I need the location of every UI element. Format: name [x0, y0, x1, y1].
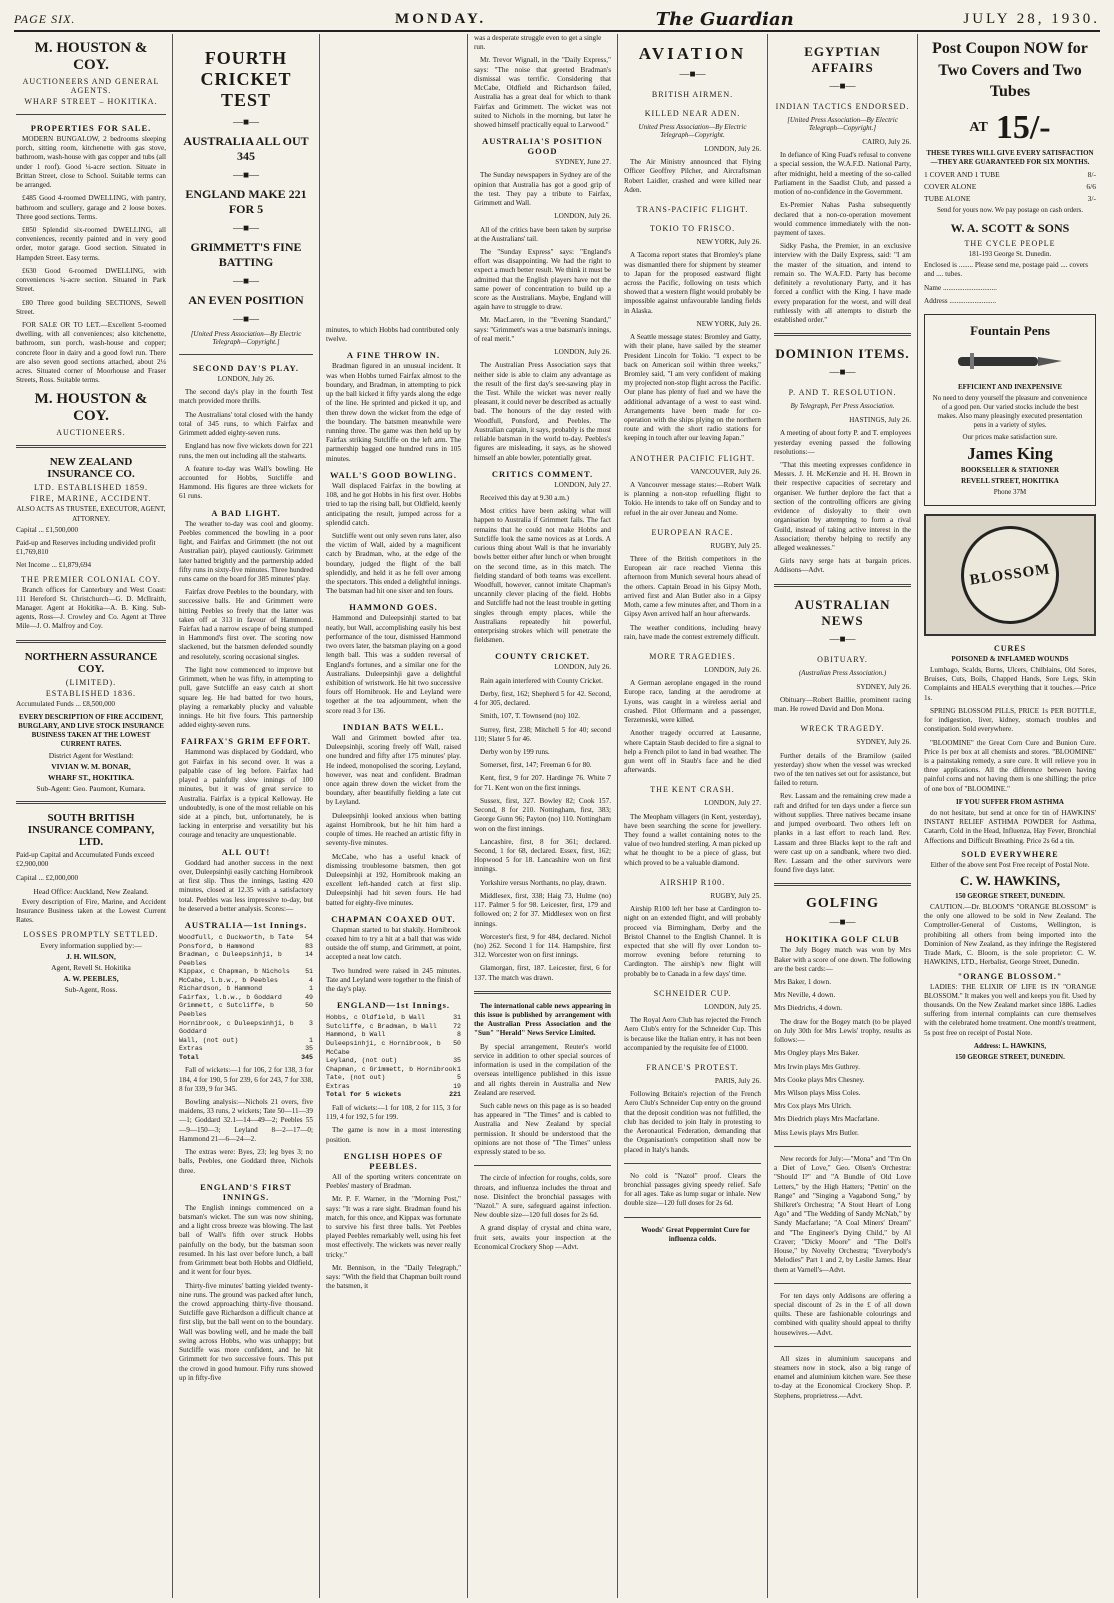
article-paragraph: "That this meeting expresses confidence in Messrs. J. H. McKenzie and H. H. Brown in their respective capacities of secretary and organiser. We further deplore the fact that a section of the controlling officers are giving evidence of disloyalty to their own organisation by attempting to form a rival Guild, instead of taking active interest in the Association; thereby helping to rectify any alleged weaknesses."	[774, 461, 911, 552]
section-title: COUNTY CRICKET.	[495, 651, 590, 662]
cricket-credit: [United Press Association—By Electric Telegraph—Copyright.]	[190, 330, 302, 346]
article-paragraph: Glamorgan, first, 187. Leicester, first, 6 for 137. The match was drawn.	[474, 964, 611, 982]
section-title: HAMMOND GOES.	[349, 602, 438, 613]
ad-na-agent: VIVIAN W. M. BONAR,	[51, 762, 131, 772]
article-paragraph: The Meopham villagers (in Kent, yesterday), have been searching the scene for jewellery. They found a wallet containing notes to the value of two hundred sterling. A man picked up what he thought to be a piece of glass, but which proved to be a valuable diamond.	[624, 812, 761, 867]
ad-nzi-reserves: Paid-up and Reserves including undivided profit £1,769,810	[16, 538, 156, 557]
article-paragraph: was a desperate struggle even to get a single run.	[474, 34, 602, 52]
article-paragraph: The "Sunday Express" says: "England's effort was disappointing. We had the right to expect a much better result. We think it must be admitted that the English players have not the same power of concentration to build up a score as the Australians. Maybe, England will again have to struggle to draw.	[474, 247, 612, 312]
masthead-day: MONDAY.	[395, 10, 487, 27]
article-paragraph: A feature to-day was Wall's bowling. He accounted for Hobbs, Sutcliffe and Hammond. His figures are three wickets for 61 runs.	[179, 464, 313, 501]
score-row: Sutcliffe, c Bradman, b Wall 72	[326, 1022, 461, 1030]
ad-sbi-losses: LOSSES PROMPTLY SETTLED.	[23, 929, 159, 939]
dateline: SYDNEY, July 26.	[856, 682, 911, 691]
score-row: Hammond, b Wall 8	[326, 1031, 461, 1039]
cable-notice: The international cable news appearing in this issue is published by arrangement with the Australian Press Association and the "Sun" "Herald" News Service Limited.	[474, 1001, 611, 1038]
ad-houston-sub: AUCTIONEERS AND GENERAL AGENTS.	[22, 77, 160, 95]
ad-na-addr: WHARF ST., HOKITIKA.	[47, 773, 135, 783]
article-paragraph: A meeting of about forty P. and T. employees yesterday evening passed the following resolutions:—	[774, 429, 911, 456]
masthead-paper: The Guardian	[655, 8, 794, 30]
score-row: Kippax, c Chapman, b Nichols 51	[179, 968, 313, 976]
article-paragraph: A Vancouver message states:—Robert Walk is planning a non-stop refuelling flight to Tokio. He intends to take off on Sunday and to refuel in the air over Juneau and Nome.	[624, 480, 761, 517]
article-paragraph: Worcester's first, 9 for 484, declared. Nichol (no) 262. Second 1 for 114. Hampshire, first 312. Worcester won on first innings.	[474, 932, 611, 960]
credit: (Australian Press Association.)	[798, 668, 887, 677]
section-title: WRECK TRAGEDY.	[800, 724, 885, 734]
score-row: Chapman, c Grimmett, b Hornibrook 1	[326, 1065, 461, 1073]
ad-na-funds: Accumulated Funds ... £8,500,000	[16, 699, 116, 708]
article-paragraph: Hammond was displaced by Goddard, who got Fairfax in his second over. It was a palpable case of leg before. Fairfax had played a painfully slow innings of 100 minutes, but it was of great service to Australia. Fairfax is a typical Kelloway. He undoubtedly, is one of the most reliable on his side at a pinch, but, unfortunately, he is lacking in enterprise and versatility but his courage and tenacity are unquestionable.	[179, 748, 313, 840]
column-4	[468, 34, 618, 1598]
pen-firm: James King	[967, 443, 1053, 463]
article-paragraph: The second day's play in the fourth Test match provided more thrills.	[179, 388, 313, 406]
article-paragraph: All of the critics have been taken by surprise at the Australians' tail.	[474, 225, 611, 243]
ladies-text: LADIES: THE ELIXIR OF LIFE IS IN "ORANGE BLOSSOM." It makes you well and keeps you fit. Used by thousands. On the New Zealand market since 1886. Ladies suffering from internal complaints can cure themselves with the celebrated home treatment. One month's treatment, 5s post free on receipt of Postal Note.	[924, 982, 1096, 1037]
ad-nzi-income: Net Income ... £1,879,694	[16, 561, 92, 570]
section-title: ENGLISH HOPES OF PEEBLES.	[343, 1150, 444, 1171]
ad-sbi-cap: Paid-up Capital and Accumulated Funds exceed £2,900,000	[16, 851, 154, 869]
australian-news-title: AUSTRALIAN NEWS	[794, 596, 891, 628]
article-paragraph: Sutcliffe went out only seven runs later, also the victim of Wall, aided by a magnificent catch by Bradman, who, at the edge of the boundary, judged the flight of the ball splendidly, and held it as he fell over among the spectators. This ended a delightful innings. The batsman had hit one sixer and ten fours.	[326, 531, 461, 596]
score-row: Bradman, c Duleepsinhji, b Peebles 14	[179, 951, 313, 967]
article-paragraph: Fairfax drove Peebles to the boundary, with successive balls. He and Grimmett were hitting Peebles so freely that the latter was taken off at 313 in favour of Hammond. Fairfax had a narrow escape of being stumped in Hammond's first over. The scoring now slackened, but the batsmen defended soundly and resolutely, scoring occasional singles.	[179, 588, 313, 661]
eng-scorecard	[326, 1014, 461, 1100]
cures-text: Lumbago, Scalds, Burns, Ulcers, Chilblains, Old Sores, Bruises, Cuts, Boils, Chapped Hands, Sore Legs, Skin Complaints and HEALS everything that it touches.—Price 1s.	[924, 665, 1096, 702]
article-paragraph: Somerset, first, 147; Freeman 6 for 80.	[480, 761, 592, 770]
dateline: SYDNEY, June 27.	[555, 158, 611, 167]
pen-text: No need to deny yourself the pleasure and convenience of a good pen. Our varied stocks include the best makes. Also many pleasingly executed presentation pens in a variety of styles.	[932, 394, 1088, 430]
column-1	[10, 34, 173, 1598]
score-row: Wall, (not out) 1	[179, 1036, 313, 1044]
article-paragraph: Mr. MacLaren, in the "Evening Standard," says: "Grimmett's was a true batsman's innings, of real merit."	[474, 316, 611, 343]
article-paragraph: The Australian Press Association says that neither side is able to claim any advantage as the result of the first day's see-sawing play in the Test. While the wicket was never really pleasant, it could never be described as actually bad. The honours of the day rested with Woodfull, Ponsford, and Peebles. The Australian captain, it says, probably is the most reliable batsman in the world to-day. Peebles's figures are misleading, it says, as he showed himself an able bowler, potentially great.	[474, 361, 611, 462]
article-paragraph: Most critics have been asking what will happen to Australia if Grimmett fails. The fact remains that he could not make Hobbs and Sutcliffe look the same novices as at Lords. A curious thing about Wall is that he invariably bowls better either after lunch or when brought on the second time, as in this match. The fielding standard of both teams was excellent. Woodfull, however, cannot imitate Chapman's uncannily clever placing of the field. Hobbs and Sutcliffe had not the least trouble in getting singles through empty places, while the Australians repeatedly hit powerful, enterprising strokes which will penetrate the fieldsmen.	[474, 507, 611, 645]
article-paragraph: Mr. Bennison, in the "Daily Telegraph," says: "With the field that Chapman built round the batsmen, it	[326, 1263, 461, 1291]
aus-scorecard	[179, 934, 313, 1062]
article-paragraph: Two hundred were raised in 245 minutes. Tate and Leyland were together to the finish of the day's play.	[326, 966, 461, 994]
column-5: AVIATION —■— BRITISH AIRMEN. KILLED NEAR ADEN. United Press Association—By Electric Telegraph—Copyright. LONDON, July 26. The Air Ministry announced that Flying Officer Geoffrey Pilcher, and Aircraftsman Robert Laidler, crashed and were killed near Aden. TRANS-PACIFIC FLIGHT. TOKIO TO FRISCO. NEW YORK, July 26. A Tacoma report states that Bromley's plane was dismantled there for shipment by steamer to Japan for the proposed eastward flight across the Pacific, following on tests which showed that a western flight would probably be impossible against unfavourable landing fields in Alaska. NEW YORK, July 26. A Seattle message states: Bromley and Gatty, with their plane, have sailed by the steamer President Lincoln for Tokio. "I expect to be back on American soil within three weeks," Bromley said, "I am very confident of making my projected non-stop flight across the Pacific. Our plane has plenty of fuel and we have the additional advantage of a west to east wind. Arrangements have been made for co-operation with the ships plying on the northern route and with the short radio stations for keeping in touch after our leaving Japan." ANOTHER PACIFIC FLIGHT. VANCOUVER, July 26. A Vancouver message states:—Robert Walk is planning a non-stop refuelling flight to Tokio. He intends to take off on Sunday and to refuel in the air over Juneau and Nome. EUROPEAN RACE. RUGBY, July 25. Three of the British competitors in the European air race reached Vienna this afternoon from Munich several hours ahead of the others. Captain Broad in his Gipsy Moth, arrived first and Alan Butler also in a Gipsy Moth, came a few minutes after, and Thorn in a Gipsy Aven arrived half an hour afterwards. The weather conditions, including heavy rain, have made the contest extremely difficult. MORE TRAGEDIES. LONDON, July 26. A German aeroplane engaged in the round Europe race, landing at the aerodrome at Lyons, was caught in a wireless aerial and crashed. Pilot Offermann and a passenger, Terzemeski, were killed. Another tragedy occurred at Lausanne, where Captain Staub decided to fire a signal to help a French pilot to land in bad weather. The gun went off in Staub's face and he died afterwards. THE KENT CRASH. LONDON, July 27. The Meopham villagers (in Kent, yesterday), have been searching the scene for jewellery. They found a wallet containing notes to the value of two hundred sterling. A man picked up what he thought to be a piece of glass, but which proved to be a valuable diamond. AIRSHIP R100. RUGBY, July 25. Airship R100 left her base at Cardington to-night on an extended flight, and will probably proceed via Birmingham, Derby and the Bristol Channel to the English Channel. It is expected that she will fly over London to-morrow evening before returning to Cardington. The airship's new flight will probably be to Canada in a few days' time. SCHNEIDER CUP. LONDON, July 25. The Royal Aero Club has rejected the French Aero Club's entry for the Schneider Cup. This is because like the Italian entry, it has not been accompanied by the requisite fee of £1000. FRANCE'S PROTEST. PARIS, July 26. Following Britain's rejection of the French Aero Club's Schneider Cup entry on the ground that the deposit condition was not fulfilled, the club has decided to join Italy in protesting to the Aeronautical Federation, demanding that the Organisation's competition shall now be placed in Italy's hands. No cold is "Nazol" proof. Clears the bronchial passages giving speedy relief. Safe for all ages. Take as lump sugar or inhale. New double size—120 full doses for 2s 6d. Woods' Great Peppermint Cure for influenza colds.	[618, 34, 768, 1598]
dateline: RUGBY, July 25.	[710, 891, 761, 900]
advert-records: New records for July:—"Mona" and "I'm On a Diet of Love," Geo. Olsen's Orchestra: "Should I?" and "A Bundle of Old Love Letters," by the High Hatters; "Pettin' on the Range" and "Singing a Vagabond Song," by Shilkret's Orchestra; "A Stout Heart of Long Ago" and "The Wedding of Sandy McNab," by Sandy Macfarlane; "A Coal Miners' Dream" and "The Engineer's Dying Child," by Al Craver; "Dicky Moore" and "The Doll's House," by Novelty Orchestra; "Everybody's Melodies" Part 1 and 2, by Leslie James. Hear them at Varnell's—Advt.	[774, 1154, 911, 1274]
section-title: ENGLAND'S FIRST INNINGS.	[200, 1181, 292, 1202]
golf-result: Mrs Baker, 1 down.	[774, 978, 832, 987]
price-row	[924, 109, 1096, 147]
hawkins-name: C. W. HAWKINS,	[959, 872, 1061, 888]
ad-houston2-sub: AUCTIONEERS.	[56, 428, 126, 438]
section-title: THE KENT CRASH.	[650, 785, 735, 795]
section-title: EUROPEAN RACE.	[651, 527, 734, 537]
cable-notice: Such cable news on this page as is so headed has appeared in "The Times" and is cabled to Australia and New Zealand by special permission. It should be understood that the opinions are not those of "The Times" unless expressly stated to be so.	[474, 1102, 611, 1157]
section-subtitle: HOKITIKA GOLF CLUB	[785, 934, 900, 945]
golf-result: Mrs Neville, 4 down.	[774, 991, 836, 1000]
either-note: Either of the above sent Post Free receipt of Postal Note.	[930, 860, 1090, 869]
blossom-image	[924, 514, 1096, 636]
dominion-title: DOMINION ITEMS.	[775, 346, 910, 362]
article-paragraph: Derby, first, 162; Shepherd 5 for 42. Second, 4 for 305, declared.	[474, 689, 611, 708]
ad-na-name: NORTHERN ASSURANCE COY.	[24, 650, 158, 675]
section-title: A BAD LIGHT.	[211, 507, 281, 518]
section-title: A FINE THROW IN.	[346, 350, 441, 361]
cricket-headline-2: ENGLAND MAKE 221 FOR 5	[185, 187, 307, 216]
coupon-title: Post Coupon NOW for Two Covers and Two Tubes	[932, 40, 1088, 101]
fountain-pen-icon	[950, 343, 1070, 379]
tyre-guarantee: THESE TYRES WILL GIVE EVERY SATISFACTION—THEY ARE GUARANTEED FOR SIX MONTHS.	[926, 148, 1094, 166]
dateline: LONDON, July 26.	[704, 665, 761, 674]
ad-na-sub: Sub-Agent: Geo. Paumont, Kumara.	[36, 784, 146, 794]
score-row: Hobbs, c Oldfield, b Wall 31	[326, 1014, 461, 1022]
cures-head: POISONED & INFLAMED WOUNDS	[951, 654, 1069, 663]
ad-sbi-head: Head Office: Auckland, New Zealand.	[33, 886, 149, 896]
dateline: RUGBY, July 25.	[710, 541, 761, 550]
article-paragraph: Goddard had another success in the next over, Duleepsinhji easily catching Hornibrook at first slip. Thus the innings, lasting 420 minutes, closed at 12.35 with a satisfactory total. Peebles was less impressive to-day, but he deserved a better analysis. Scores:—	[179, 858, 313, 913]
dateline: LONDON, July 25.	[704, 1002, 761, 1011]
sold-everywhere: SOLD EVERYWHERE	[961, 849, 1059, 859]
caution-text: CAUTION.—Dr. BLOOM'S "ORANGE BLOSSOM" is the only one allowed to be sold in New Zealand. The Comptroller-General of Customs, Wellington, is prohibiting all others from being imported into the Dominion of New Zealand, as they infringe the Registered Trade Mark, C. Bloom, is the sole proprietor: C. W. HAWKINS, LTD., Herbalist, George Street, Dunedin.	[924, 902, 1096, 967]
masthead-date: JULY 28, 1930.	[963, 10, 1100, 27]
section-subtitle: OBITUARY.	[817, 654, 868, 664]
score-row: Grimmett, c Sutcliffe, b Peebles 50	[179, 1002, 313, 1018]
golf-draw: Mrs Ongley plays Mrs Baker.	[774, 1049, 860, 1058]
ad-na-desc: EVERY DESCRIPTION OF FIRE ACCIDENT, BURGLARY, AND LIVE STOCK INSURANCE BUSINESS TAKEN AT THE LOWEST CURRENT RATES.	[18, 712, 164, 749]
ad-houston-addr: WHARF STREET – HOKITIKA.	[24, 97, 158, 106]
column-7	[918, 34, 1102, 1598]
ad-na-ltd: (LIMITED).	[65, 677, 117, 687]
score-row: Fairfax, l.b.w., b Goddard 49	[179, 993, 313, 1001]
article-paragraph: England has now five wickets down for 221 runs, the men out including all the stalwarts.	[179, 442, 313, 460]
prop-item: £630 Good 6-roomed DWELLING, with conveniences ¼-acre section. Situated in Park Street.	[16, 266, 166, 294]
ad-sbi-a2b: Sub-Agent, Ross.	[64, 984, 118, 994]
article-paragraph: Sussex, first, 327. Bowley 82; Cook 157. Second, 8 for 210. Nottingham, first, 383; George Gunn 96; Payton (no) 110. Nottingham won on the first innings.	[474, 796, 611, 833]
address-name: Address: L. HAWKINS,	[973, 1041, 1047, 1050]
golf-draw: Mrs Irwin plays Mrs Guthrey.	[774, 1062, 860, 1071]
section-title: SECOND DAY'S PLAY.	[192, 363, 300, 373]
ad-na-est: ESTABLISHED 1836.	[45, 688, 137, 698]
advert-saucepans: All sizes in aluminium saucepans and steamers now in stock, also a big range of enamel and aluminium kitchen ware. See these to-day at the Economical Crockery Shop. P. Stephens, proprietress.—Advt.	[774, 1354, 911, 1400]
score-row: Tate, (not out) 5	[326, 1074, 461, 1082]
section-title: INDIAN BATS WELL.	[342, 721, 445, 732]
dateline: CAIRO, July 26.	[862, 138, 911, 146]
credit: United Press Association—By Electric Telegraph—Copyright.	[638, 123, 747, 139]
ad-nzi-also: ALSO ACTS AS TRUSTEE, EXECUTOR, AGENT, ATTORNEY.	[16, 505, 166, 523]
dateline: LONDON, July 27.	[704, 799, 761, 808]
article-paragraph: The weather conditions, including heavy rain, have made the contest extremely difficult.	[624, 623, 761, 641]
golfing-title: GOLFING	[805, 896, 880, 912]
price-at: AT	[969, 119, 988, 135]
scorecard-title: ENGLAND—1st Innings.	[336, 1000, 451, 1011]
article-paragraph: The Royal Aero Club has rejected the French Aero Club's entry for the Schneider Cup. This is because like the Italian entry, it has not been accompanied by the requisite fee of £1000.	[624, 1016, 761, 1052]
dateline: LONDON, July 26.	[554, 348, 611, 357]
pen-advert	[924, 314, 1096, 506]
ad-nzi-capital: Capital ... £1,500,000	[16, 525, 79, 534]
ad-nzi-lines: FIRE, MARINE, ACCIDENT.	[30, 494, 152, 504]
ad-nzi-sub: LTD. ESTABLISHED 1859.	[34, 483, 148, 493]
cricket-headline-4: AN EVEN POSITION	[188, 293, 304, 307]
dateline: PARIS, July 26.	[714, 1076, 761, 1085]
cricket-headline-3: GRIMMETT'S FINE BATTING	[190, 240, 302, 269]
article-paragraph: The English innings commenced on a batsman's wicket. The sun was now shining, and a light cross breeze was blowing. The last ball of Wall's fifth over struck Hobbs painfully on the body, but the batsman soon resumed. In his last over before lunch, a ball from Grimmett beat both Hobbs and Oldfield, and it went for four byes.	[179, 1203, 313, 1277]
section-title: ALL OUT!	[221, 846, 271, 857]
advert-nazol: No cold is "Nazol" proof. Clears the bronchial passages giving speedy relief. Safe for all ages. Take as lump sugar or inhale. New double size—120 full doses for 2s 6d.	[624, 1171, 761, 1208]
golf-draw: Mrs Cooke plays Mrs Chesney.	[774, 1075, 865, 1084]
article-paragraph: Lancashire, first, 8 for 361; declared. Second, 1 for 68, declared. Essex, first, 162; Hopwood 5 for 18. Lancashire won on first innings.	[474, 837, 611, 874]
golf-draw: Mrs Cox plays Mrs Ulrich.	[774, 1102, 852, 1111]
prop-item: £80 Three good building SECTIONS, Sewell Street.	[16, 298, 166, 316]
article-paragraph: The Sunday newspapers in Sydney are of the opinion that Australia has got a good grip of the test. They pay a tribute to Fairfax, Grimmett and Wall.	[474, 171, 611, 208]
section-title: ANOTHER PACIFIC FLIGHT.	[629, 453, 755, 463]
article-paragraph: Rev. Lassam and the remaining crew made a raft and drifted for ten days under a fierce sun without supplies. Three natives became insane and jumped overboard. Two others left on planks in a last effort to reach land. Rev. Lassam and three Blacks kept to the raft and were cast up on a sandbank, where two died. Rev. Lassam and the other survivors were found five days later.	[774, 792, 911, 875]
ad-sbi-a2: A. W. PEEBLES,	[63, 973, 119, 983]
golf-draw: Mrs Diedrich plays Mrs Macfarlane.	[774, 1115, 880, 1124]
dateline: VANCOUVER, July 26.	[690, 467, 761, 476]
article-paragraph: The Air Ministry announced that Flying Officer Geoffrey Pilcher, and Aircraftsman Robert Laidler, crashed and were killed near Aden.	[624, 158, 761, 194]
fall-of-wickets: Fall of wickets:—1 for 108, 2 for 115, 3 for 119, 4 for 192, 5 for 199.	[326, 1103, 461, 1122]
columns	[10, 34, 1102, 1598]
ad-na-agent-label: District Agent for Westland:	[48, 751, 134, 761]
dateline: LONDON, July 26.	[554, 663, 611, 672]
dateline: LONDON, July 26.	[704, 145, 761, 153]
article-paragraph: A German aeroplane engaged in the round Europe race, landing at the aerodrome at Lyons, was caught in a wireless aerial and crashed. Pilot Offermann and a passenger, Terzemeski, were killed.	[624, 679, 761, 725]
dateline: LONDON, July 26.	[217, 375, 275, 383]
score-row: Total for 5 wickets 221	[326, 1091, 461, 1099]
article-paragraph: Middlesex, first, 338; Haig 73, Hulme (no) 117. Palmer 5 for 98. Leicester, first, 179 and followed on; 2 for 37. Middlesex won on first innings.	[474, 891, 611, 928]
ad-houston2-name: M. HOUSTON & COY.	[34, 391, 148, 425]
section-title: FAIRFAX'S GRIM EFFORT.	[180, 736, 312, 747]
pen-title: Fountain Pens	[970, 323, 1050, 339]
section-title: FRANCE'S PROTEST.	[646, 1062, 739, 1072]
article-paragraph: Derby won by 199 runs.	[480, 748, 550, 756]
firm-addr: 181-193 George St. Dunedin.	[968, 250, 1052, 259]
ad-sbi-cap2: Capital ... £2,000,000	[16, 873, 79, 882]
article-paragraph: McCabe, who has a useful knack of dismissing troublesome batsmen, then got Duleepsinhji at 192, Hornibrook making an excellent left-handed catch at first slip. Duleepsinhji had hit seven fours. He had batted for eighty-five minutes.	[326, 852, 461, 907]
section-title: TRANS-PACIFIC FLIGHT.	[636, 205, 749, 215]
coupon-enclosed: Enclosed is ........ Please send me, postage paid .... covers and .... tubes.	[924, 261, 1089, 279]
article-paragraph: Obituary—Robert Baillie, prominent racing man. He rowed David and Don Mona.	[774, 695, 911, 714]
dateline: LONDON, July 27.	[554, 480, 611, 489]
article-paragraph: Thirty-five minutes' batting yielded twenty-nine runs. The ground was packed after lunch, the crowd approaching thirty-five thousand. Sutcliffe gave Richardson a difficult chance at first slip, but the ball went on to the boundary. Wall was bowling well, and he made the ball swing across Hobbs, who was unhappy; but Sutcliffe was more confident, and he hit Grimmett for two successive fours. This put the crowd in good humour. Fifty runs showed up in fifty-five	[179, 1281, 313, 1382]
column-2: FOURTH CRICKET TEST —■— AUSTRALIA ALL OUT 345 —■— ENGLAND MAKE 221 FOR 5 —■— GRIMMETT'S FINE BATTING —■— AN EVEN POSITION —■— [United Press Association—By Electric Telegraph—Copyright.] SECOND DAY'S PLAY. LONDON, July 26. The second day's play in the fourth Test match provided more thrills. The Australians' total closed with the handy total of 345 runs, to which Fairfax and Grimmett added eighty-seven runs. England has now five wickets down for 221 runs, the men out including all the stalwarts. A feature to-day was Wall's bowling. He accounted for Hobbs, Sutcliffe and Hammond. His figures are three wickets for 61 runs. A BAD LIGHT. The weather to-day was cool and gloomy. Peebles commenced the bowling in a poor light, and Fairfax and Grimmett (the not out Australian pair), played cautiously. Grimmett later batted brightly and the partnership added fifty runs in sixty-five minutes. Three hundred runs came on the board for 385 minutes' play. Fairfax drove Peebles to the boundary, with successive balls. He and Grimmett were hitting Peebles so freely that the latter was taken off at 313 in favour of Hammond. Fairfax had a narrow escape of being stumped in Hammond's first over. The scoring now slackened, but the batsmen defended soundly and resolutely, scoring occasional singles. The light now commenced to improve but Grimmett, when he was fifty, in attempting to pull, gave Sutcliffe an easy catch at short square leg. He had batted for two hours, playing a remarkably plucky and valuable innings. He hit five fours. This partnership added eighty-seven runs. FAIRFAX'S GRIM EFFORT. Hammond was displaced by Goddard, who got Fairfax in his second over. It was a palpable case of leg before. Fairfax had played a painfully slow innings of 100 minutes, but it was of great service to Australia. Fairfax is a typical Kelloway. He undoubtedly, is one of the most reliable on his side at a pinch, but, unfortunately, he is lacking in enterprise and versatility but his courage and tenacity are unquestionable. ALL OUT! Goddard had another success in the next over, Duleepsinhji easily catching Hornibrook at first slip. Thus the innings, lasting 420 minutes, closed at 12.35 with a satisfactory total. Peebles was less impressive to-day, but he deserved a better analysis. Scores:— AUSTRALIA—1st Innings. Woodfull, c Duckworth, b Tate 54 Ponsford, b Hammond 83 Bradman, c Duleepsinhji, b Peebles 14 Kippax, c Chapman, b Nichols 51 McCabe, l.b.w., b Peebles 4 Richardson, b Hammond 1 Fairfax, l.b.w., b Goddard 49 Grimmett, c Sutcliffe, b Peebles 50 Hornibrook, c Duleepsinhji, b Goddard 3 Wall, (not out) 1 Extras 35 Total 345 Fall of wickets:—1 for 106, 2 for 138, 3 for 184, 4 for 190, 5 for 239, 6 for 243, 7 for 338, 8 for 339, 9 for 345. Bowling analysis:—Nichols 21 overs, five maidens, 33 runs, 2 wickets; Tate 50—11—39—1; Goddard 32.1—14—49—2; Peebles 55—9—150—3; Leyland 8—2—17—0; Hammond 21—6—24—2. The extras were: Byes, 23; leg byes 3; no balls, Peebles, one Goddard three, Nichols three. ENGLAND'S FIRST INNINGS. The English innings commenced on a batsman's wicket. The sun was now shining, and a light cross breeze was blowing. The last ball of Wall's fifth over struck Hobbs painfully on the body, but the batsman soon resumed. In his last over before lunch, a ball from Grimmett beat both Hobbs and Oldfield, and it went for four byes. Thirty-five minutes' batting yielded twenty-nine runs. The ground was packed after lunch, the crowd approaching thirty-five thousand. Sutcliffe gave Richardson a difficult chance at first slip, but the ball went on to the boundary. Wall was bowling well, and he made the ball swing across Hobbs, who was unhappy; but Sutcliffe was more confident, and he hit Grimmett for two successive fours. This put the crowd in good humour. Fifty runs showed up in fifty-five	[173, 34, 320, 1598]
coupon-name: Name ..............................	[924, 283, 997, 292]
firm-sub: THE CYCLE PEOPLE	[964, 239, 1056, 249]
section-subtitle: INDIAN TACTICS ENDORSED.	[775, 102, 910, 111]
prop-item: FOR SALE OR TO LET.—Excellent 5-roomed dwelling, with all conveniences; also kitchenette, bathroom, sun porch, wash-house and copper; concrete floor in dairy and a good fowl run. There are also seven good sections attached, about 2¼ acres. Situated corner of Moorhouse and Fraser Streets, Ross. Suitable terms.	[16, 320, 166, 385]
address-street: 150 GEORGE STREET, DUNEDIN.	[955, 1052, 1065, 1061]
dateline: HASTINGS, July 26.	[849, 416, 911, 425]
score-row: Hornibrook, c Duleepsinhji, b Goddard 3	[179, 1019, 313, 1036]
asthma-head: IF YOU SUFFER FROM ASTHMA	[956, 797, 1064, 806]
pen-phone: Phone 37M	[993, 487, 1027, 496]
advert-woods: Woods' Great Peppermint Cure for influenza colds.	[641, 1225, 750, 1243]
section-subtitle: TOKIO TO FRISCO.	[649, 224, 736, 234]
article-paragraph: The Australians' total closed with the handy total of 345 runs, to which Fairfax and Grimmett added eighty-seven runs.	[179, 410, 313, 438]
golf-result: Mrs Diedrichs, 4 down.	[774, 1004, 843, 1013]
article-paragraph: Following Britain's rejection of the French Aero Club's Schneider Cup entry on the ground that the deposit condition was not fulfilled, the club has decided to join Italy in protesting to the Aeronautical Federation, demanding that the Organisation's competition shall now be placed in Italy's hands.	[624, 1090, 761, 1154]
coupon-address: Address ..........................	[924, 296, 997, 305]
article-paragraph: Mr. Trevor Wignall, in the "Daily Express," says: "The noise that greeted Bradman's dismissal was terrific. Considering that McCabe, Oldfield and Richardson failed, Australia has a great deal for which to thank Fairfax and Grimmett. The wicket was not suited to Nichols in the morning, but later he showed himself practically equal to Larwood."	[474, 56, 611, 129]
masthead	[14, 8, 1100, 32]
firm-name: W. A. SCOTT & SONS	[950, 221, 1070, 236]
prop-item: MODERN BUNGALOW, 2 bedrooms sleeping porch, sitting room, kitchenette with gas stove, bathroom, wash-house with gas copper and tubs (all under 1 roof). Good ¼-acre section. Situate in Brittan Street, close to School. Suitable terms can be arranged.	[16, 135, 166, 190]
section-title: MORE TRAGEDIES.	[649, 651, 736, 661]
bowling-analysis: Bowling analysis:—Nichols 21 overs, five maidens, 33 runs, 2 wickets; Tate 50—11—39—1; Goddard 32.1—14—49—2; Peebles 55—9—150—3; Leyland 8—2—17—0; Hammond 21—6—24—2.	[179, 1098, 313, 1143]
props-title: PROPERTIES FOR SALE.	[30, 123, 152, 133]
score-row: Extras 19	[326, 1082, 461, 1090]
article-paragraph: Wall and Grimmett bowled after tea. Duleepsinhji, scoring freely off Wall, raised one hundred and fifty after 175 minutes' play. He indeed, monopolised the scoring. Leyland, however, was neat and confident. Bradman once again threw down the wicket from the boundary, after beautifully fielding a late cut by Leyland.	[326, 733, 461, 807]
cricket-headline-1: AUSTRALIA ALL OUT 345	[183, 134, 309, 163]
aviation-title: AVIATION	[638, 44, 747, 63]
article-paragraph: Ex-Premier Nahas Pasha subsequently declared that a non-co-operation movement would commence immediately with the non-payment of taxes.	[774, 201, 911, 237]
article-paragraph: Bradman figured in an unusual incident. It was when Hobbs turned Fairfax almost to the boundary, and Bradman, in attempting to pick up the ball kicked it fifty yards along the edge of the line. He sprinted and picked it up, and then threw down the wicket from the edge of the boundary. The batsmen meanwhile were running three. The game was then held up by Fairfax striking Sutcliffe on the left arm. The partnership bagged one hundred runs in 105 minutes.	[326, 362, 461, 463]
article-paragraph: A Seattle message states: Bromley and Gatty, with their plane, have sailed by the steamer President Lincoln for Tokio. "I expect to be back on American soil within three weeks," Bromley said, "I am very confident of making my projected non-stop flight across the Pacific. Our plane has plenty of fuel and we have the additional advantage of a west to east wind. Arrangements have been made for co-operation with the ships plying on the northern route and with the short radio stations for keeping in touch after our leaving Japan."	[624, 333, 761, 443]
article-paragraph: Further details of the Bramilow (sailed yesterday) show when the vessel was wrecked two of the ten natives set out for assistance, but failed to return.	[774, 751, 911, 788]
pen-firm-sub: BOOKSELLER & STATIONER	[960, 465, 1060, 474]
article-paragraph: Chapman started to bat shakily. Hornibrook coaxed him to try a hit at a ball that was wide outside the off stump, and Grimmett, at point, accepted a neat low catch.	[326, 925, 461, 962]
score-row: Ponsford, b Hammond 83	[179, 942, 313, 950]
section-subtitle: P. AND T. RESOLUTION.	[788, 388, 897, 398]
price-line: TUBE ALONE 3/-	[924, 193, 1096, 203]
article-paragraph: Airship R100 left her base at Cardington to-night on an extended flight, and will probably proceed via Birmingham, Derby and the Bristol Channel to the English Channel. It is expected that she will fly over London to-morrow evening before returning to Cardington. The airship's new flight will probably be to Canada in a few days' time.	[624, 905, 761, 978]
golf-draw: Mrs Wilson plays Miss Coles.	[774, 1089, 861, 1097]
extras-note: The extras were: Byes, 23; leg byes 3; no balls, Peebles, one Goddard three, Nichols three.	[179, 1148, 313, 1175]
prop-item: £850 Splendid six-roomed DWELLING, all conveniences, recently painted and in very good order, motor garage. Good section. Situated in Hampden Street. Easy terms.	[16, 225, 166, 262]
article-paragraph: Three of the British competitors in the European air race reached Vienna this afternoon from Munich several hours ahead of the others. Captain Broad in his Gipsy Moth, arrived first and Alan Butler also in a Gipsy Moth, came a few minutes after, and Thorn in a Gipsy Aven arrived half an hour afterwards.	[624, 555, 761, 619]
section-title: AUSTRALIA'S POSITION GOOD	[482, 136, 603, 157]
article-paragraph: Smith, 107, T. Townsend (no) 102.	[480, 712, 580, 721]
ad-nzi-name: NEW ZEALAND INSURANCE CO.	[47, 456, 135, 481]
blossom-stamp-icon: BLOSSOM	[955, 520, 1066, 631]
pills-text: SPRING BLOSSOM PILLS, PRICE 1s PER BOTTLE, for indigestion, liver, kidney, stomach troubles and constipation. Sold everywhere.	[924, 706, 1096, 734]
price-line: COVER ALONE 6/6	[924, 181, 1096, 191]
dateline: LONDON, July 26.	[554, 212, 611, 221]
cable-notice: By special arrangement, Reuter's world service in addition to other special sources of information is used in the compilation of the overseas intelligence published in this issue and all rights therein in Australia and New Zealand are reserved.	[474, 1042, 611, 1097]
section-title: CHAPMAN COAXED OUT.	[331, 913, 456, 924]
article-paragraph: Sidky Pasha, the Premier, in an exclusive interview with the Daily Express, said: "I am the master of the situation, and intend to remain so. The W.A.F.D. Party has become definitely a revolutionary Party, and it has forced a conflict with the King. I have made every preparation for the worst, and will deal ruthlessly with all attempts to disturb the established order."	[774, 242, 911, 324]
article-paragraph: Girls navy serge hats at bargain prices. Addisons—Advt.	[774, 557, 911, 575]
cures-label: CURES	[993, 643, 1027, 653]
page-number: PAGE SIX.	[14, 11, 76, 26]
score-row: Extras 35	[179, 1045, 313, 1053]
advert-nazol: The circle of infection for roughs, colds, sore throats, and influenza includes the throat and nose. Disinfect the bronchial passages with "Nazol." A sure, safeguard against infection. New double size—120 full doses for 2s 6d.	[474, 1174, 611, 1220]
golf-draw: Miss Lewis plays Mrs Butler.	[774, 1128, 859, 1137]
section-subtitle: KILLED NEAR ADEN.	[644, 109, 741, 118]
score-row: McCabe, l.b.w., b Peebles 4	[179, 976, 313, 984]
send-note: Send for yours now. We pay postage on cash orders.	[936, 205, 1083, 214]
score-row: Total 345	[179, 1053, 313, 1061]
article-paragraph: In defiance of King Fuad's refusal to convene a special session, the W.A.F.D. National Party, after midnight, held a meeting of the so-called Parliament in the Saadist Club, and passed a motion of no-confidence in the Government.	[774, 151, 911, 197]
ad-sbi-a1b: Agent, Revell St. Hokitika	[51, 962, 131, 972]
asthma-text: do not hesitate, but send at once for tin of HAWKINS' INSTANT RELIEF ASTHMA POWDER for Asthma, Catarrh, Cold in the Head, Influenza, Hay Fever, Bronchial Affections and Difficult Breathing. Price 2s 6d a tin.	[924, 808, 1096, 845]
article-paragraph: Wall displaced Fairfax in the bowling at 108, and he got Hobbs in his first over. Hobbs tried to tap the rising ball, but Oldfield, keenly anticipating the result, jumped across for a splendid catch.	[326, 481, 461, 527]
article-paragraph: The draw for the Bogey match (to be played on July 30th for Mrs Lewis' trophy, results as follows:—	[774, 1017, 911, 1045]
article-paragraph: Mr. P. F. Warner, in the "Morning Post," says: "It was a rare sight. Bradman found his match, for this once, and Kippax was fortunate to survive his first three balls. Yet Peebles played Peebles remarkably well, using his feet most effectively. The wickets was never really tricky."	[326, 1195, 461, 1259]
score-row: Woodfull, c Duckworth, b Tate 54	[179, 933, 313, 941]
pen-caption: EFFICIENT AND INEXPENSIVE	[957, 383, 1063, 392]
column-6: EGYPTIAN AFFAIRS —■— INDIAN TACTICS ENDORSED. [United Press Association—By Electric Telegraph—Copyright.] CAIRO, July 26. In defiance of King Fuad's refusal to convene a special session, the W.A.F.D. National Party, after midnight, held a meeting of the so-called Parliament in the Saadist Club, and passed a motion of no-confidence in the Government. Ex-Premier Nahas Pasha subsequently declared that a non-co-operation movement would commence immediately with the non-payment of taxes. Sidky Pasha, the Premier, in an exclusive interview with the Daily Express, said: "I am the master of the situation, and intend to remain so. The W.A.F.D. Party has become definitely a revolutionary Party, and it has forced a conflict with the King. I have made every preparation for the worst, and will deal ruthlessly with all attempts to disturb the established order." DOMINION ITEMS. —■— P. AND T. RESOLUTION. By Telegraph, Per Press Association. HASTINGS, July 26. A meeting of about forty P. and T. employees yesterday evening passed the following resolutions:— "That this meeting expresses confidence in Messrs. J. H. McKenzie and H. H. Brown in their respective capacities of secretary and organiser. We further deplore the fact that a section of the controlling officers are giving evidence of disloyalty to their own organisation by attempting to form a rival Guild, instead of taking active interest in the Association; thereby helping to rectify any alleged weaknesses." Girls navy serge hats at bargain prices. Addisons—Advt. AUSTRALIAN NEWS —■— OBITUARY. (Australian Press Association.) SYDNEY, July 26. Obituary—Robert Baillie, prominent racing man. He rowed David and Don Mona. WRECK TRAGEDY. SYDNEY, July 26. Further details of the Bramilow (sailed yesterday) show when the vessel was wrecked two of the ten natives set out for assistance, but failed to return. Rev. Lassam and the remaining crew made a raft and drifted for ten days under a fierce sun without supplies. Three natives became insane and jumped overboard. Two others left on planks in a last effort to reach land. Rev. Lassam and three Blacks kept to the raft and were cast up on a sandbank, where two died. Rev. Lassam and the other survivors were found five days later. GOLFING —■— HOKITIKA GOLF CLUB The July Bogey match was won by Mrs Baker with a score of one down. The following are the best cards:— Mrs Baker, 1 down. Mrs Neville, 4 down. Mrs Diedrichs, 4 down. The draw for the Bogey match (to be played on July 30th for Mrs Lewis' trophy, results as follows:— Mrs Ongley plays Mrs Baker. Mrs Irwin plays Mrs Guthrey. Mrs Cooke plays Mrs Chesney. Mrs Wilson plays Miss Coles. Mrs Cox plays Mrs Ulrich. Mrs Diedrich plays Mrs Macfarlane. Miss Lewis plays Mrs Butler. New records for July:—"Mona" and "I'm On a Diet of Love," Geo. Olsen's Orchestra: "Should I?" and "A Bundle of Old Love Letters," by the High Hatters; "Pettin' on the Range" and "Singing a Vagabond Song," by Shilkret's Orchestra; "A Stout Heart of Long Ago" and "The Wedding of Sandy McNab," by Sandy Macfarlane; "A Coal Miners' Dream" and "The Engineer's Dying Child," by Al Craver; "Dicky Moore" and "The Doll's House," by Novelty Orchestra; "Everybody's Melodies" Part 1 and 2, by Leslie James. Hear them at Varnell's—Advt. For ten days only Addisons are offering a special discount of 2s in the £ of all down quilts. These are fashionable colourings and combined with quality should appeal to thrifty housewives.—Advt. All sizes in aluminium saucepans and steamers now in stock, also a big range of enamel and aluminium kitchen ware. See these to-day at the Economical Crockery Shop. P. Stephens, proprietress.—Advt.	[768, 34, 918, 1598]
ad-sbi-a1: J. H. WILSON,	[66, 951, 116, 961]
bloomine-text: "BLOOMINE" the Great Corn Cure and Bunion Cure. Price 1s per box at all chemists and stores. "BLOOMINE" is a painstaking remedy, a sure cure. It will relieve you in three applications. All the difference between having painful corns and not having them is one shilling; the price of one box of "BLOOMINE."	[924, 738, 1096, 793]
score-row: Leyland, (not out) 35	[326, 1057, 461, 1065]
article-paragraph: All of the sporting writers concentrate on Peebles' mastery of Bradman.	[326, 1172, 461, 1191]
dateline: NEW YORK, July 26.	[696, 319, 761, 328]
article-paragraph: The game is now in a most interesting position.	[326, 1126, 461, 1144]
ad-sbi-info: Every information supplied by:—	[40, 940, 142, 950]
section-title: WALL'S GOOD BOWLING.	[330, 469, 457, 480]
pen-prices: Our prices make satisfaction sure.	[962, 432, 1058, 441]
score-row: Richardson, b Hammond 1	[179, 985, 313, 993]
article-paragraph: Received this day at 9.30 a.m.)	[480, 493, 570, 502]
ad-sbi-name: SOUTH BRITISH INSURANCE COMPANY, LTD.	[27, 812, 155, 849]
price-value: 15/-	[995, 108, 1051, 146]
section-title: BRITISH AIRMEN.	[651, 90, 734, 99]
article-paragraph: Duleepsinhji looked anxious when batting against Hornibrook, but he hit him hard a couple of times. He reached an artistic fifty in seventy-five minutes.	[326, 811, 461, 848]
score-row: Duleepsinhji, c Hornibrook, b McCabe 50	[326, 1040, 461, 1056]
article-paragraph: Yorkshire versus Northants, no play, drawn.	[480, 878, 607, 887]
cricket-title: FOURTH CRICKET TEST	[200, 48, 292, 110]
credit: By Telegraph, Per Press Association.	[790, 402, 895, 411]
advert-quilts: For ten days only Addisons are offering a special discount of 2s in the £ of all down quilts. These are fashionable colourings and combined with quality should appeal to thrifty housewives.—Advt.	[774, 1291, 911, 1337]
article-paragraph: Hammond and Duleepsinhji started to bat neatly, but Wall, accomplishing easily his best performance of the tour, dismissed Hammond two overs later, the batsman playing on a good length ball. This was a sudden reversal of England's fortunes, and a similar one for the Australians. Duleepsinhji gave a delightful exhibition of wristwork. He hit two successive fours off Hornibrook. He and Leyland were together at the tea adjournment, when the score read 3 for 136.	[326, 614, 461, 715]
pen-addr: REVELL STREET, HOKITIKA	[961, 476, 1059, 485]
article-paragraph: Surrey, first, 238; Mitchell 5 for 40; second 110; Slater 5 for 46.	[474, 725, 611, 743]
scorecard-title: AUSTRALIA—1st Innings.	[184, 919, 308, 930]
article-paragraph: A Tacoma report states that Bromley's plane was dismantled there for shipment by steamer to Japan for the proposed eastward flight across the Pacific, following on tests which showed that a western flight would probably be impossible against unfavourable landing fields in Alaska.	[624, 251, 761, 315]
advert-crockery: A grand display of crystal and china ware, fruit sets, awaits your inspection at the Economical Crockery Shop —Advt.	[474, 1224, 611, 1251]
price-line: 1 COVER AND 1 TUBE 8/-	[924, 169, 1096, 179]
article-paragraph: Kent, first, 9 for 207. Hardinge 76. White 7 for 71. Kent won on the first innings.	[474, 774, 611, 792]
dateline: NEW YORK, July 26.	[696, 238, 761, 247]
section-title: CRITICS COMMENT.	[491, 468, 594, 479]
section-title: SCHNEIDER CUP.	[653, 988, 732, 998]
article-paragraph: The weather to-day was cool and gloomy. Peebles commenced the bowling in a poor light, and Fairfax and Grimmett (the not out Australian pair), played cautiously. Grimmett later batted brightly and the partnership added fifty runs in sixty-five minutes. Three hundred runs came on the board for 385 minutes' play.	[179, 519, 313, 583]
egypt-title: EGYPTIAN AFFAIRS	[804, 44, 881, 75]
article-paragraph: The July Bogey match was won by Mrs Baker with a score of one down. The following are the best cards:—	[774, 946, 911, 973]
ad-nzi-branch: Branch offices for Canterbury and West Coast: 111 Hereford St. Christchurch—G. D. McIlraith, Manager. Agent at Hokitika—A. B. King. Sub-agents, Ross—J. Crowley and Co. Agent at Three Mile—J. O. Malfroy and Coy.	[16, 585, 166, 631]
ad-nzi-premier: THE PREMIER COLONIAL COY.	[21, 574, 161, 584]
article-paragraph: Another tragedy occurred at Lausanne, where Captain Staub decided to fire a signal to help a French pilot to land in bad weather. The gun went off in Staub's face and he died afterwards.	[624, 729, 761, 775]
prop-item: £485 Good 4-roomed DWELLING, with pantry, bathroom and scullery, garage and 2 loose boxes. Three good sections. Terms.	[16, 194, 166, 221]
article-paragraph: minutes, to which Hobbs had contributed only twelve.	[326, 326, 460, 344]
dateline: SYDNEY, July 26.	[856, 738, 911, 747]
article-paragraph: Rain again interfered with County Cricket.	[480, 676, 603, 685]
column-3	[320, 34, 468, 1598]
ad-houston-name: M. HOUSTON & COY.	[34, 40, 148, 73]
article-paragraph: The light now commenced to improve but Grimmett, when he was fifty, in attempting to pull, gave Sutcliffe an easy catch at short square leg. He had batted for two hours, playing a remarkably plucky and valuable innings. He hit five fours. This partnership added eighty-seven runs.	[179, 665, 313, 730]
ad-sbi-desc: Every description of Fire, Marine, and Accident Insurance Business taken at the Lowest Current Rates.	[16, 897, 166, 925]
hawkins-addr: 150 GEORGE STREET, DUNEDIN.	[955, 891, 1065, 900]
credit: [United Press Association—By Electric Telegraph—Copyright.]	[787, 116, 898, 132]
fall-of-wickets: Fall of wickets:—1 for 106, 2 for 138, 3 for 184, 4 for 190, 5 for 239, 6 for 243, 7 for 338, 8 for 339, 9 for 345.	[179, 1066, 313, 1093]
section-title: AIRSHIP R100.	[659, 877, 726, 887]
orange-blossom-label: "ORANGE BLOSSOM."	[957, 971, 1063, 981]
